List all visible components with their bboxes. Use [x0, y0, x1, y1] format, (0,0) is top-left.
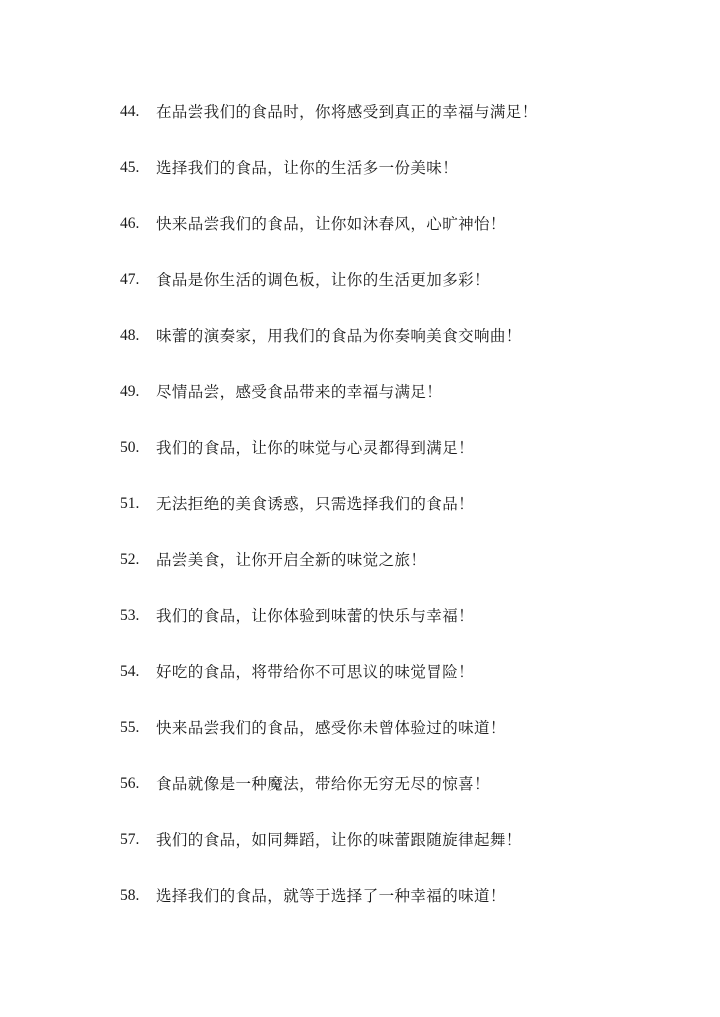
item-text: 好吃的食品，将带给你不可思议的味觉冒险！ [156, 663, 475, 681]
item-number: 51. [120, 495, 140, 512]
list-item [120, 476, 680, 532]
list-item [120, 364, 680, 420]
item-text: 快来品尝我们的食品，感受你未曾体验过的味道！ [156, 719, 506, 737]
list-item [120, 84, 680, 140]
item-number: 56. [120, 775, 140, 792]
list-item [120, 756, 680, 812]
list-item [120, 252, 680, 308]
item-text: 选择我们的食品，让你的生活多一份美味！ [156, 159, 459, 177]
list-item [120, 420, 680, 476]
list-item [120, 812, 680, 868]
item-number: 47. [120, 271, 140, 288]
item-text: 我们的食品，让你体验到味蕾的快乐与幸福！ [156, 607, 475, 625]
item-number: 54. [120, 663, 140, 680]
item-text: 在品尝我们的食品时，你将感受到真正的幸福与满足！ [156, 103, 538, 121]
item-number: 48. [120, 327, 140, 344]
item-number: 58. [120, 887, 140, 904]
slogan-list [120, 84, 680, 924]
list-item [120, 532, 680, 588]
item-text: 快来品尝我们的食品，让你如沐春风，心旷神怡！ [156, 215, 506, 233]
list-item [120, 140, 680, 196]
item-text: 尽情品尝，感受食品带来的幸福与满足！ [156, 383, 443, 401]
list-item [120, 868, 680, 924]
item-number: 50. [120, 439, 140, 456]
list-item [120, 644, 680, 700]
item-text: 选择我们的食品，就等于选择了一种幸福的味道！ [156, 887, 506, 905]
item-number: 53. [120, 607, 140, 624]
item-number: 46. [120, 215, 140, 232]
item-text: 无法拒绝的美食诱惑，只需选择我们的食品！ [156, 495, 475, 513]
item-number: 52. [120, 551, 140, 568]
item-number: 49. [120, 383, 140, 400]
item-text: 品尝美食，让你开启全新的味觉之旅！ [156, 551, 427, 569]
item-number: 44. [120, 103, 140, 120]
list-item [120, 700, 680, 756]
item-text: 食品就像是一种魔法，带给你无穷无尽的惊喜！ [156, 775, 490, 793]
item-number: 55. [120, 719, 140, 736]
list-item [120, 308, 680, 364]
item-text: 食品是你生活的调色板，让你的生活更加多彩！ [156, 271, 490, 289]
list-item [120, 588, 680, 644]
item-number: 57. [120, 831, 140, 848]
item-text: 我们的食品，如同舞蹈，让你的味蕾跟随旋律起舞！ [156, 831, 522, 849]
list-item [120, 196, 680, 252]
item-number: 45. [120, 159, 140, 176]
item-text: 味蕾的演奏家，用我们的食品为你奏响美食交响曲！ [156, 327, 522, 345]
item-text: 我们的食品，让你的味觉与心灵都得到满足！ [156, 439, 475, 457]
